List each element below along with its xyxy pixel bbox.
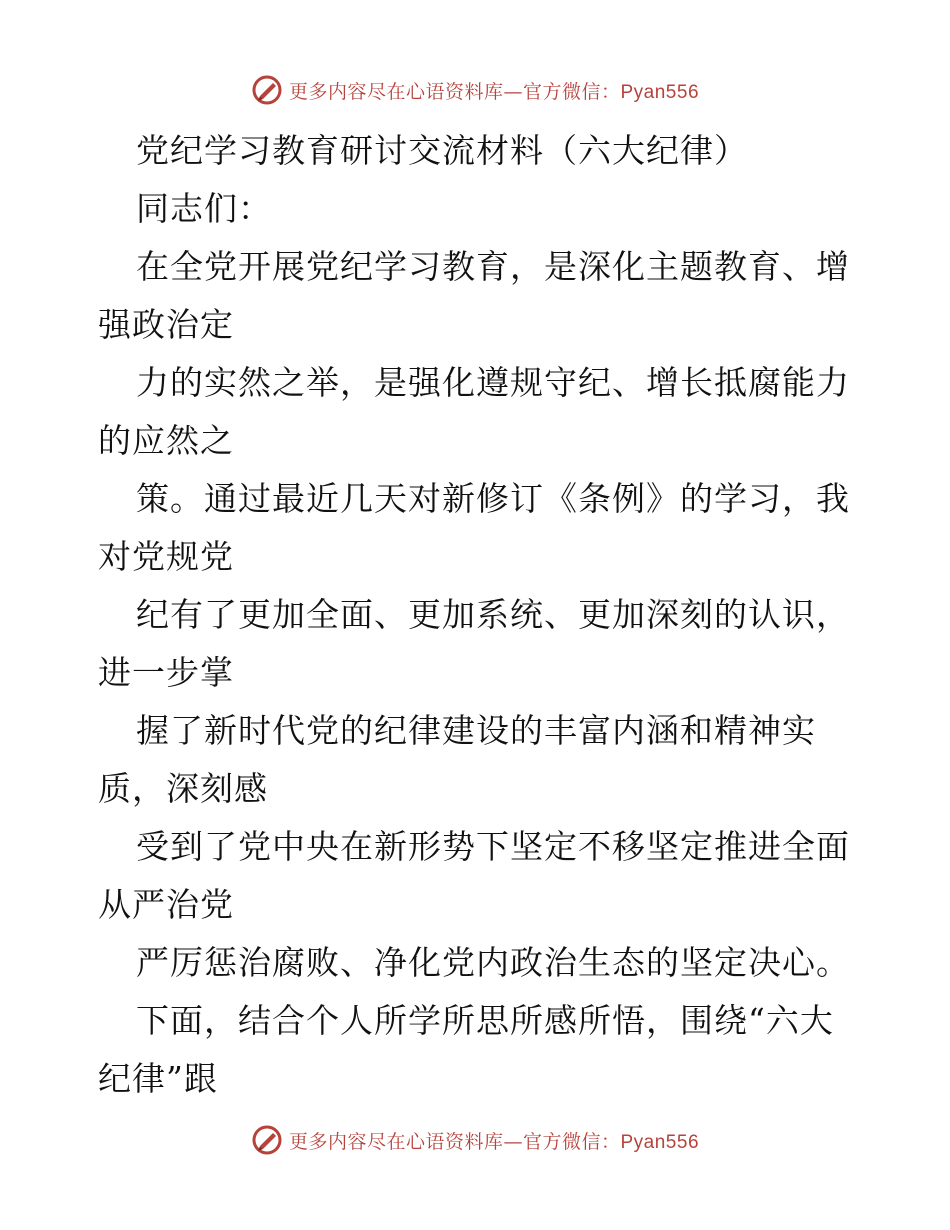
body-text-line: 下面，结合个人所学所思所感所悟，围绕“六大 (136, 1001, 834, 1040)
footer-watermark (0, 1120, 950, 1160)
body-text-line: 纪有了更加全面、更加系统、更加深刻的认识， (136, 595, 850, 634)
watermark-text: 更多内容尽在心语资料库—官方微信：Pyan556 (288, 1130, 700, 1153)
body-text-line: 从严治党 (98, 885, 234, 924)
body-text-line: 同志们： (136, 189, 272, 228)
document-title: 党纪学习教育研讨交流材料（六大纪律） (136, 131, 748, 170)
body-text-line: 进一步掌 (98, 653, 234, 692)
pen-logo-icon (251, 1124, 283, 1156)
document-body (98, 122, 858, 1108)
body-text-line: 力的实然之举，是强化遵规守纪、增长抵腐能力 (136, 363, 850, 402)
body-text-line: 严厉惩治腐败、净化党内政治生态的坚定决心。 (136, 943, 850, 982)
body-text-line: 在全党开展党纪学习教育，是深化主题教育、增 (136, 247, 850, 286)
body-text-line: 的应然之 (98, 421, 234, 460)
body-text-line: 策。通过最近几天对新修订《条例》的学习，我 (136, 479, 850, 518)
body-text-line: 对党规党 (98, 537, 234, 576)
watermark-text: 更多内容尽在心语资料库—官方微信：Pyan556 (288, 80, 700, 103)
body-text-line: 纪律”跟 (98, 1059, 218, 1098)
body-text-line: 受到了党中央在新形势下坚定不移坚定推进全面 (136, 827, 850, 866)
body-text-line: 强政治定 (98, 305, 234, 344)
header-watermark (0, 70, 950, 110)
body-text-line: 质，深刻感 (98, 769, 268, 808)
pen-logo-icon (251, 74, 283, 106)
body-text-line: 握了新时代党的纪律建设的丰富内涵和精神实 (136, 711, 816, 750)
